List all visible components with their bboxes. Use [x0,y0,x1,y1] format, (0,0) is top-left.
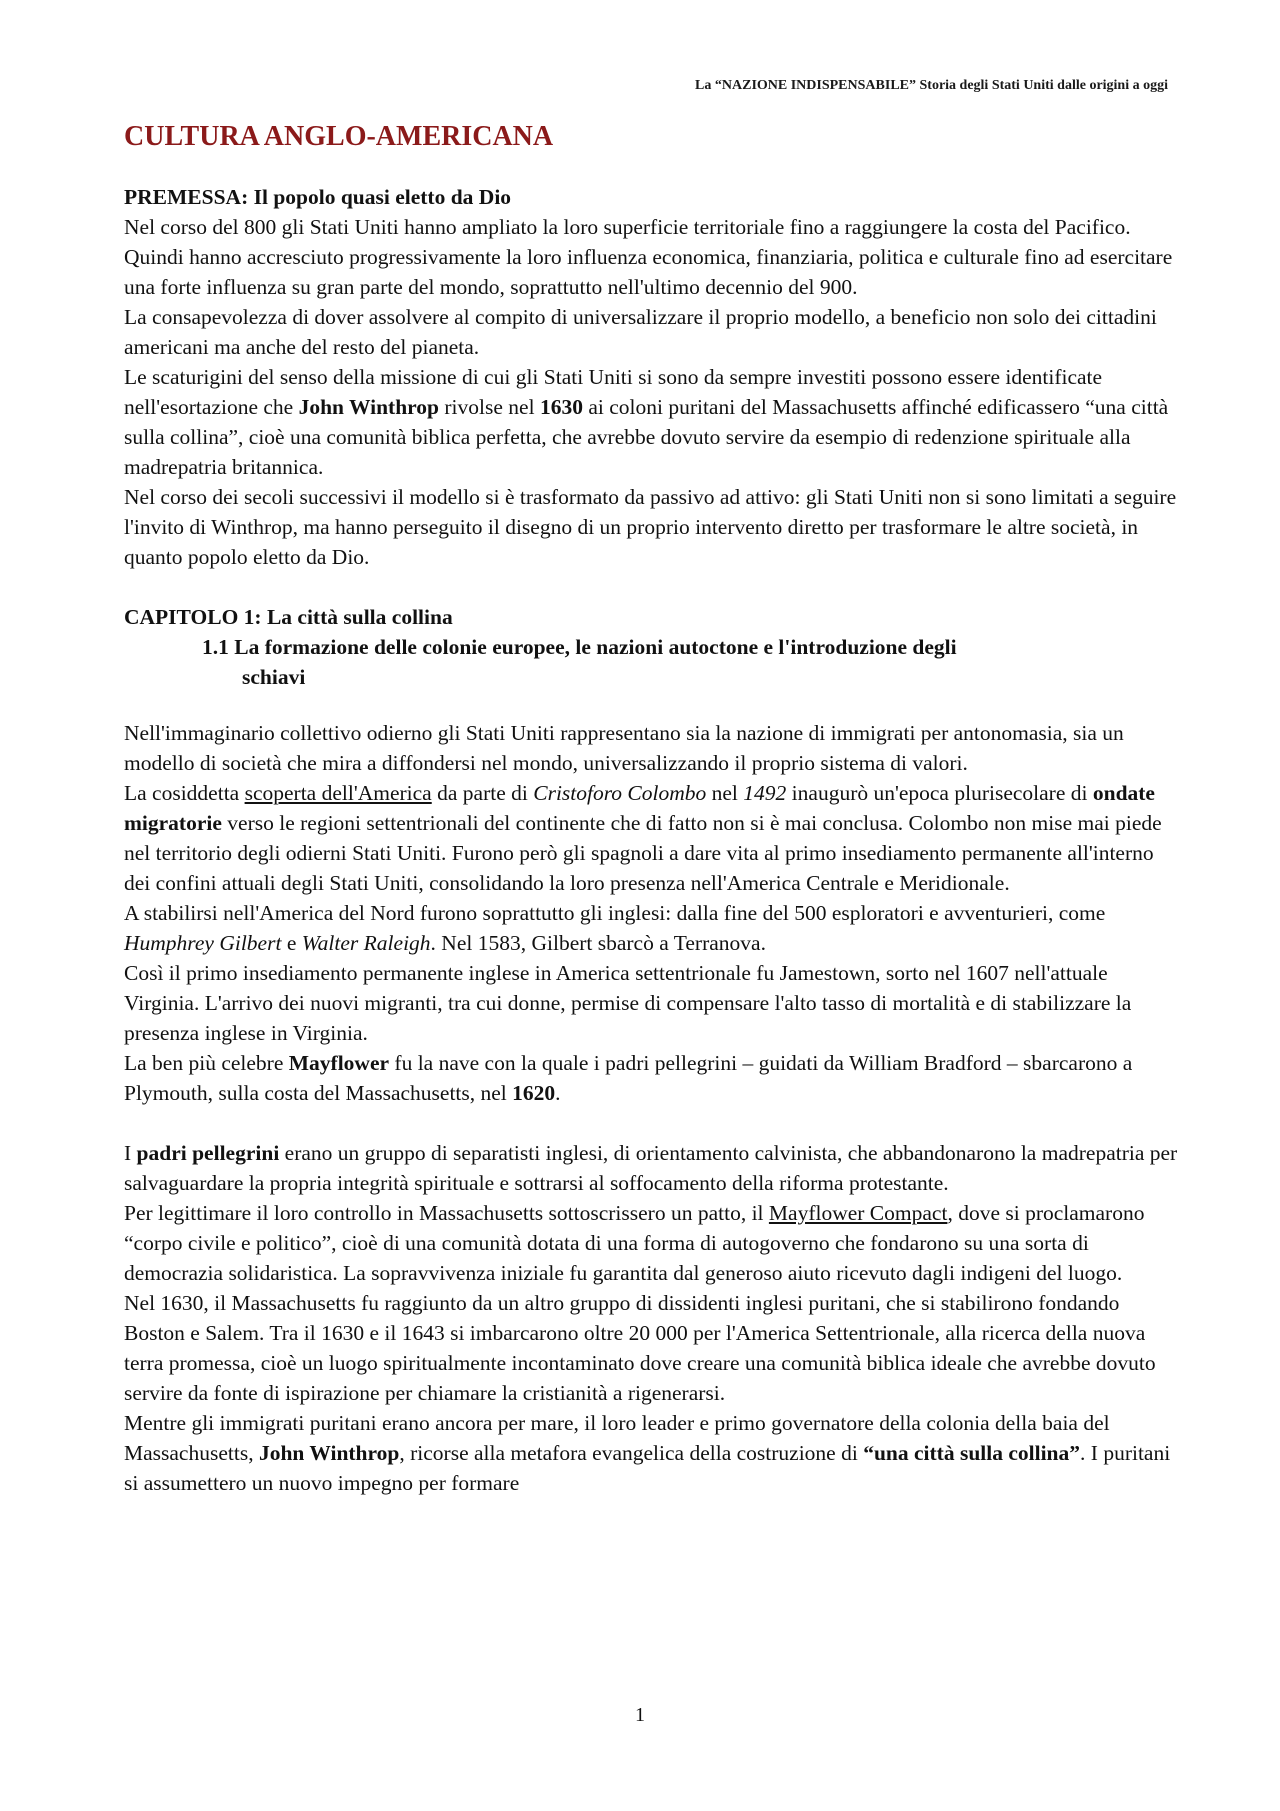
italic-year: 1492 [743,780,787,805]
text-run: rivolse nel [439,394,540,419]
text-run: , dove si proclamarono “corpo civile e politico”, cioè di una comunità dotata di una forma di autogoverno che fondarono su una sorta di democrazia solidaristica. La sopravvivenza iniziale fu garantita dal generoso aiuto ricevuto dagli indigeni del luogo. [124,1200,1145,1285]
document-title: CULTURA ANGLO-AMERICANA [124,121,554,152]
text-run: Mentre gli immigrati puritani erano ancora per mare, il loro leader e primo governatore della colonia della baia del Massachusetts, [124,1410,1110,1465]
bold-year: 1630 [539,394,583,419]
paragraph [124,362,1184,482]
paragraph [124,1408,1184,1498]
italic-name: Humphrey Gilbert [124,930,282,955]
text-run: I [124,1140,137,1165]
paragraph: Nel corso del 800 gli Stati Uniti hanno ampliato la loro superficie territoriale fino a raggiungere la costa del Pacifico. Quindi hanno accresciuto progressivamente la loro influenza economica, finanziaria, politica e culturale fino ad esercitare una forte influenza su gran parte del mondo, soprattutto nell'ultimo decennio del 900. [124,214,1173,299]
spacer [124,572,1184,602]
text-run: verso le regioni settentrionali del continente che di fatto non si è mai conclusa. Colombo non mise mai piede nel territorio degli odierni Stati Uniti. Furono però gli spagnoli a dare vita al primo insediamento permanente all'interno dei confini attuali degli Stati Uniti, consolidando la loro presenza nell'America Centrale e Meridionale. [124,810,1162,895]
text-run: erano un gruppo di separatisti inglesi, di orientamento calvinista, che abbandonarono la madrepatria per salvaguardare la propria integrità spirituale e sottrarsi al soffocamento della riforma protestante. [124,1140,1178,1195]
text-run: ai coloni puritani del Massachusetts affinché edificassero “una città sulla collina”, cioè una comunità biblica perfetta, che avrebbe dovuto servire da esempio di redenzione spirituale alla madrepatria britannica. [124,394,1169,479]
paragraph: Nel corso dei secoli successivi il modello si è trasformato da passivo ad attivo: gli Stati Uniti non si sono limitati a seguire l'invito di Winthrop, ma hanno perseguito il disegno di un proprio intervento diretto per trasformare le altre società, in quanto popolo eletto da Dio. [124,484,1177,569]
paragraph [124,1198,1184,1288]
bold-name: John Winthrop [298,394,440,419]
italic-name: Walter Raleigh [301,930,431,955]
text-run: . I puritani si assumettero un nuovo impegno per formare [124,1440,1171,1495]
underlined-term: scoperta dell'America [244,780,432,805]
text-run: fu la nave con la quale i padri pellegrini – guidati da William Bradford – sbarcarono a Plymouth, sulla costa del Massachusetts, nel [124,1050,1133,1105]
subchapter-line: schiavi [242,664,306,689]
bold-term: padri pellegrini [136,1140,280,1165]
page-number: 1 [635,1704,645,1726]
paragraph: Così il primo insediamento permanente inglese in America settentrionale fu Jamestown, sorto nel 1607 nell'attuale Virginia. L'arrivo dei nuovi migranti, tra cui donne, permise di compensare l'alto tasso di mortalità e di stabilizzare la presenza inglese in Virginia. [124,960,1132,1045]
bold-name: John Winthrop [258,1440,400,1465]
text-run: da parte di [431,780,534,805]
text-run: La cosiddetta [124,780,245,805]
paragraph [124,1048,1184,1108]
paragraph: Nel 1630, il Massachusetts fu raggiunto da un altro gruppo di dissidenti inglesi puritani, che si stabilirono fondando Boston e Salem. Tra il 1630 e il 1643 si imbarcarono oltre 20 000 per l'America Settentrionale, alla ricerca della nuova terra promessa, cioè un luogo spiritualmente incontaminato dove creare una comunità biblica ideale che avrebbe dovuto servire da fonte di ispirazione per chiamare la cristianità a rigenerarsi. [124,1290,1156,1405]
running-header: La “NAZIONE INDISPENSABILE” Storia degli Stati Uniti dalle origini a oggi [695,78,1168,93]
bold-quote: “una città sulla collina” [863,1440,1081,1465]
underlined-term: Mayflower Compact [768,1200,948,1225]
chapter-heading: CAPITOLO 1: La città sulla collina [124,604,453,629]
paragraph: La consapevolezza di dover assolvere al compito di universalizzare il proprio modello, a beneficio non solo dei cittadini americani ma anche del resto del pianeta. [124,304,1157,359]
paragraph: Nell'immaginario collettivo odierno gli Stati Uniti rappresentano sia la nazione di immigrati per antonomasia, sia un modello di società che mira a diffondersi nel mondo, universalizzando il proprio sistema di valori. [124,720,1124,775]
bold-term: ondate migratorie [124,780,1155,835]
text-run: Le scaturigini del senso della missione di cui gli Stati Uniti si sono da sempre investiti possono essere identificate nell'esortazione che [124,364,1103,419]
text-run: nel [706,780,744,805]
subchapter-heading [124,632,1184,692]
text-run: Per legittimare il loro controllo in Massachusetts sottoscrissero un patto, il [124,1200,769,1225]
text-run: A stabilirsi nell'America del Nord furono soprattutto gli inglesi: dalla fine del 500 esploratori e avventurieri, come [124,900,1106,925]
paragraph [124,898,1184,958]
text-run: e [281,930,302,955]
text-run: inaugurò un'epoca plurisecolare di [786,780,1093,805]
text-run: La ben più celebre [124,1050,289,1075]
paragraph [124,1138,1184,1198]
spacer [124,1108,1184,1138]
text-run: . [555,1080,561,1105]
document-body [124,120,1184,1498]
premessa-heading: PREMESSA: Il popolo quasi eletto da Dio [124,184,512,209]
italic-name: Cristoforo Colombo [533,780,707,805]
subchapter-line: 1.1 La formazione delle colonie europee, le nazioni autoctone e l'introduzione degli [202,634,957,659]
bold-year: 1620 [512,1080,556,1105]
bold-term: Mayflower [288,1050,390,1075]
text-run: . Nel 1583, Gilbert sbarcò a Terranova. [430,930,766,955]
text-run: , ricorse alla metafora evangelica della costruzione di [399,1440,864,1465]
paragraph [124,778,1184,898]
